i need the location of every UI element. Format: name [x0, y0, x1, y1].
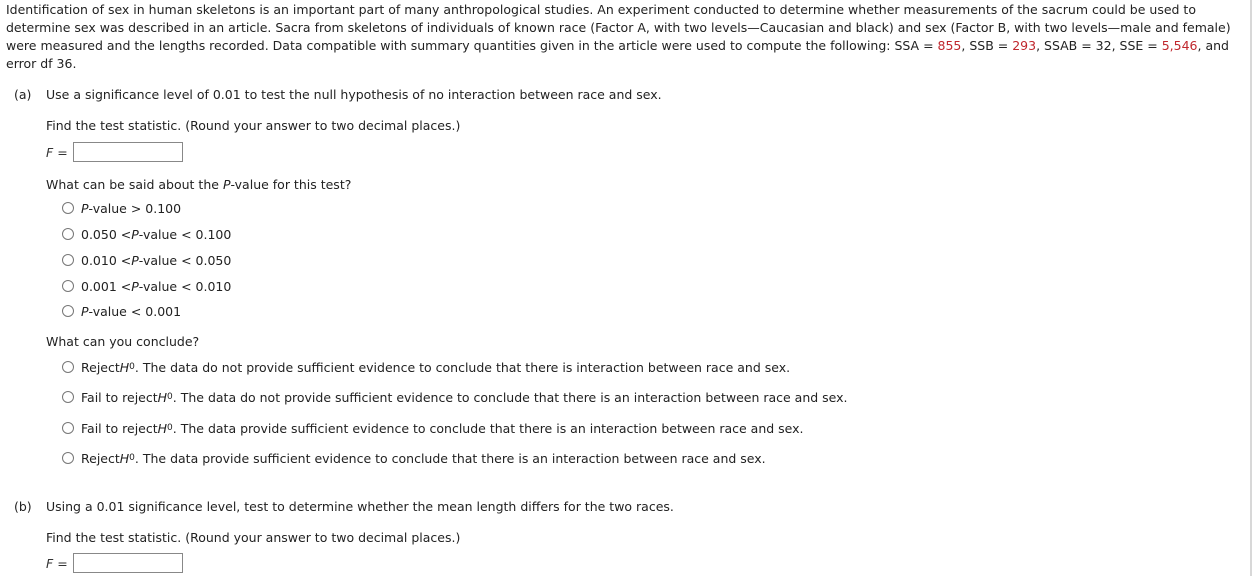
conclusion-option[interactable]: Reject H 0 . The data provide sufficient evidence to conclude that there is an interaction between race and sex. — [62, 448, 766, 468]
conclude-question: What can you conclude? — [46, 334, 200, 349]
part-b-f-input[interactable] — [73, 553, 183, 573]
radio-button[interactable] — [62, 361, 74, 373]
pvalue-option[interactable]: 0.050 < P -value < 0.100 — [62, 224, 231, 244]
part-b-answer-row — [46, 552, 183, 574]
ssb-value: 293 — [1012, 38, 1037, 53]
conclusion-option[interactable]: Fail to reject H 0 . The data provide sufficient evidence to conclude that there is an interaction between race and sex. — [62, 418, 804, 438]
part-b-find-statistic: Find the test statistic. (Round your answer to two decimal places.) — [46, 530, 461, 545]
radio-button[interactable] — [62, 228, 74, 240]
intro-text: , SSAB = 32, SSE = — [1036, 38, 1162, 53]
part-a-question: Use a significance level of 0.01 to test the null hypothesis of no interaction between race and sex. — [46, 87, 662, 102]
conclusion-option[interactable]: Fail to reject H 0 . The data do not provide sufficient evidence to conclude that there is an interaction between race and sex. — [62, 387, 848, 407]
pvalue-option[interactable]: 0.001 < P -value < 0.010 — [62, 276, 231, 296]
part-a-label: (a) — [14, 87, 32, 102]
part-b-question: Using a 0.01 significance level, test to determine whether the mean length differs for the two races. — [46, 499, 674, 514]
intro-text: , SSB = — [961, 38, 1013, 53]
radio-button[interactable] — [62, 422, 74, 434]
equals-sign: = — [57, 555, 68, 571]
intro-text: , and error df 36. — [6, 38, 1229, 71]
sse-value: 5,546 — [1161, 38, 1198, 53]
radio-button[interactable] — [62, 452, 74, 464]
pvalue-option[interactable]: 0.010 < P -value < 0.050 — [62, 250, 231, 270]
pvalue-question: What can be said about the P-value for this test? — [46, 177, 352, 192]
radio-button[interactable] — [62, 254, 74, 266]
ssa-value: 855 — [937, 38, 962, 53]
f-label: F — [46, 144, 54, 160]
radio-button[interactable] — [62, 202, 74, 214]
problem-statement — [6, 1, 1242, 73]
f-label: F — [46, 555, 54, 571]
radio-button[interactable] — [62, 391, 74, 403]
pvalue-option[interactable]: P -value < 0.001 — [62, 301, 181, 321]
part-a-f-input[interactable] — [73, 142, 183, 162]
intro-text: Identification of sex in human skeletons is an important part of many anthropological studies. An experiment conducted to determine whether measurements of the sacrum could be used to determine sex was described in an article. Sacra from skeletons of individuals of known race (Factor A, with two levels—Caucasian and black) and sex (Factor B, with two levels—male and female) were measured and the lengths recorded. Data compatible with summary quantities given in the article were used to compute the following: SSA = — [6, 2, 1231, 53]
part-a-answer-row — [46, 141, 183, 163]
pvalue-option[interactable]: P -value > 0.100 — [62, 198, 181, 218]
radio-button[interactable] — [62, 280, 74, 292]
conclusion-option[interactable]: Reject H 0 . The data do not provide sufficient evidence to conclude that there is interaction between race and sex. — [62, 357, 790, 377]
radio-button[interactable] — [62, 305, 74, 317]
part-b-label: (b) — [14, 499, 32, 514]
part-a-find-statistic: Find the test statistic. (Round your answer to two decimal places.) — [46, 118, 461, 133]
equals-sign: = — [57, 144, 68, 160]
